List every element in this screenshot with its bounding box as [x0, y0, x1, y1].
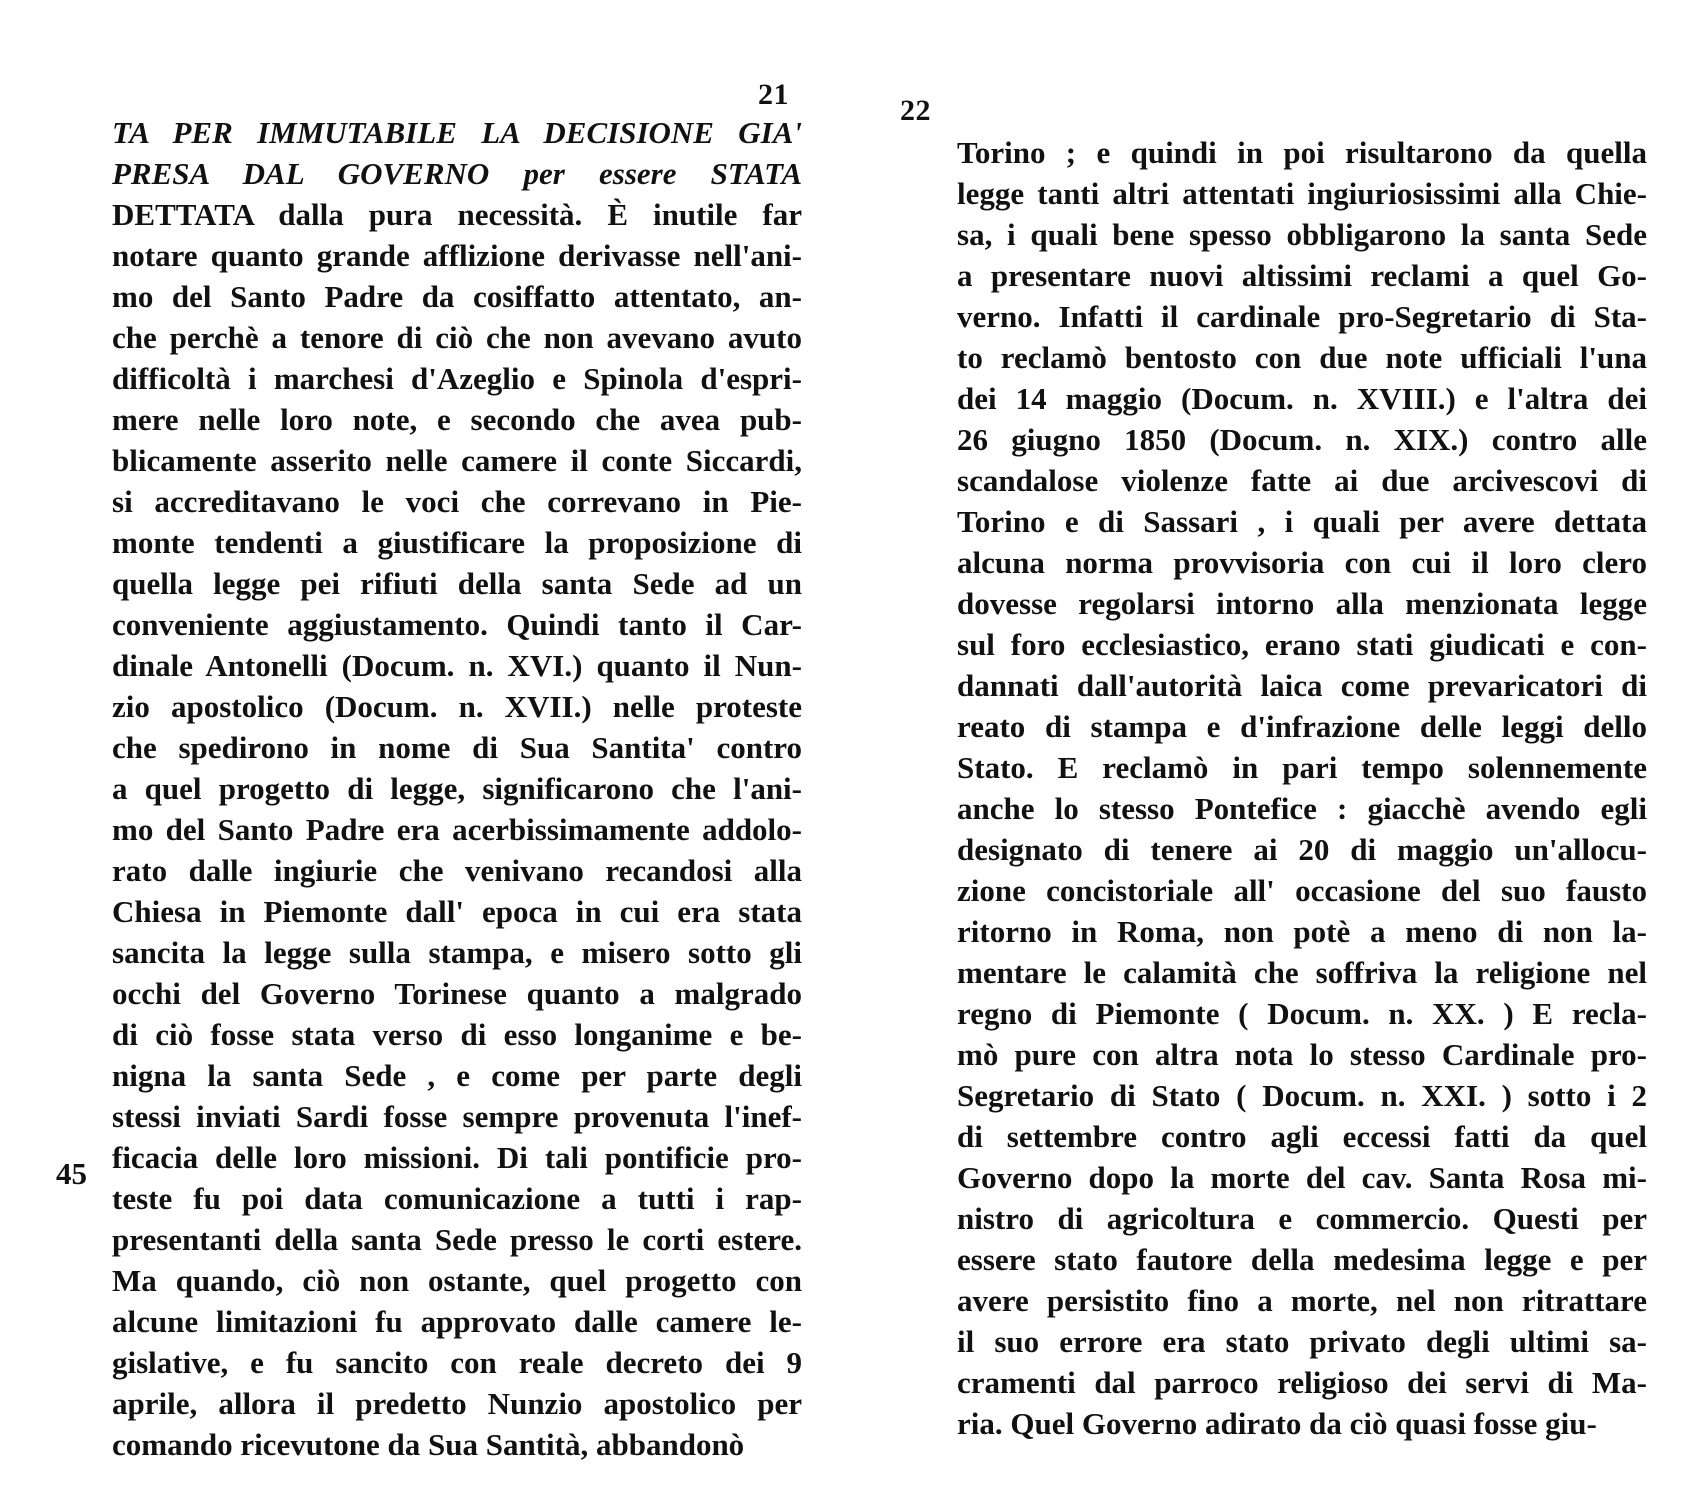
text-line: PRESA DAL GOVERNO per essere STATA: [112, 156, 802, 191]
left-page-text: [112, 112, 802, 1465]
text-line: alcune limitazioni fu approvato dalle camere le-: [112, 1304, 802, 1339]
text-line: mo del Santo Padre da cosiffatto attentato, an-: [112, 279, 802, 314]
text-line: reato di stampa e d'infrazione delle leggi dello: [957, 709, 1647, 744]
text-line: DETTATA dalla pura necessità. È inutile far: [112, 197, 802, 232]
text-line: conveniente aggiustamento. Quindi tanto il Car-: [112, 607, 802, 642]
text-line: legge tanti altri attentati ingiuriosissimi alla Chie-: [957, 176, 1647, 211]
text-line: mere nelle loro note, e secondo che avea pub-: [112, 402, 802, 437]
text-line: blicamente asserito nelle camere il conte Siccardi,: [112, 443, 802, 478]
text-line: gislative, e fu sancito con reale decreto dei 9: [112, 1345, 802, 1380]
text-line: cramenti dal parroco religioso dei servi di Ma-: [957, 1365, 1647, 1400]
text-line: TA PER IMMUTABILE LA DECISIONE GIA': [112, 115, 802, 150]
text-line: Governo dopo la morte del cav. Santa Rosa mi-: [957, 1160, 1647, 1195]
text-line: Chiesa in Piemonte dall' epoca in cui era stata: [112, 894, 802, 929]
text-line: anche lo stesso Pontefice : giacchè avendo egli: [957, 791, 1647, 826]
text-line: difficoltà i marchesi d'Azeglio e Spinola d'espri-: [112, 361, 802, 396]
text-line: di settembre contro agli eccessi fatti da quel: [957, 1119, 1647, 1154]
margin-line-number: 45: [56, 1156, 87, 1191]
text-line: sancita la legge sulla stampa, e misero sotto gli: [112, 935, 802, 970]
text-line: dei 14 maggio (Docum. n. XVIII.) e l'altra dei: [957, 381, 1647, 416]
text-line: zione concistoriale all' occasione del suo fausto: [957, 873, 1647, 908]
text-line: comando ricevutone da Sua Santità, abbandonò: [112, 1427, 745, 1462]
text-line: nigna la santa Sede , e come per parte degli: [112, 1058, 802, 1093]
text-line: a quel progetto di legge, significarono che l'ani-: [112, 771, 802, 806]
text-line: notare quanto grande afflizione derivasse nell'ani-: [112, 238, 802, 273]
text-line: stessi inviati Sardi fosse sempre provenuta l'inef-: [112, 1099, 802, 1134]
text-line: occhi del Governo Torinese quanto a malgrado: [112, 976, 802, 1011]
text-line: scandalose violenze fatte ai due arcivescovi di: [957, 463, 1647, 498]
text-line: monte tendenti a giustificare la proposizione di: [112, 525, 802, 560]
text-line: sa, i quali bene spesso obbligarono la santa Sede: [957, 217, 1647, 252]
text-line: avere persistito fino a morte, nel non ritrattare: [957, 1283, 1647, 1318]
text-line: Ma quando, ciò non ostante, quel progetto con: [112, 1263, 802, 1298]
right-page-text: [957, 132, 1647, 1444]
text-line: essere stato fautore della medesima legge e per: [957, 1242, 1647, 1277]
text-line: ritorno in Roma, non potè a meno di non la-: [957, 914, 1647, 949]
text-line: a presentare nuovi altissimi reclami a quel Go-: [957, 258, 1647, 293]
text-line: Stato. E reclamò in pari tempo solennemente: [957, 750, 1647, 785]
text-line: che spedirono in nome di Sua Santita' contro: [112, 730, 802, 765]
text-line: che perchè a tenore di ciò che non avevano avuto: [112, 320, 802, 355]
text-line: verno. Infatti il cardinale pro-Segretario di Sta-: [957, 299, 1647, 334]
text-line: teste fu poi data comunicazione a tutti i rap-: [112, 1181, 802, 1216]
text-line: ria. Quel Governo adirato da ciò quasi fosse giu-: [957, 1406, 1597, 1441]
text-line: sul foro ecclesiastico, erano stati giudicati e con-: [957, 627, 1647, 662]
text-line: aprile, allora il predetto Nunzio apostolico per: [112, 1386, 802, 1421]
page-number-right: 22: [900, 94, 931, 127]
text-line: zio apostolico (Docum. n. XVII.) nelle proteste: [112, 689, 802, 724]
text-line: 26 giugno 1850 (Docum. n. XIX.) contro alle: [957, 422, 1647, 457]
text-line: regno di Piemonte ( Docum. n. XX. ) E recla-: [957, 996, 1647, 1031]
text-line: Torino ; e quindi in poi risultarono da quella: [957, 135, 1647, 170]
text-line: Segretario di Stato ( Docum. n. XXI. ) sotto i 2: [957, 1078, 1647, 1113]
text-line: si accreditavano le voci che correvano in Pie-: [112, 484, 802, 519]
text-line: to reclamò bentosto con due note ufficiali l'una: [957, 340, 1647, 375]
text-line: ficacia delle loro missioni. Di tali pontificie pro-: [112, 1140, 802, 1175]
text-line: mo del Santo Padre era acerbissimamente addolo-: [112, 812, 802, 847]
text-line: quella legge pei rifiuti della santa Sede ad un: [112, 566, 802, 601]
text-line: alcuna norma provvisoria con cui il loro clero: [957, 545, 1647, 580]
page-number-left: 21: [758, 78, 789, 111]
text-line: presentanti della santa Sede presso le corti estere.: [112, 1222, 802, 1257]
text-line: mentare le calamità che soffriva la religione nel: [957, 955, 1647, 990]
text-line: dannati dall'autorità laica come prevaricatori di: [957, 668, 1647, 703]
text-line: Torino e di Sassari , i quali per avere dettata: [957, 504, 1647, 539]
text-line: il suo errore era stato privato degli ultimi sa-: [957, 1324, 1647, 1359]
text-line: nistro di agricoltura e commercio. Questi per: [957, 1201, 1647, 1236]
text-line: dovesse regolarsi intorno alla menzionata legge: [957, 586, 1647, 621]
text-line: dinale Antonelli (Docum. n. XVI.) quanto il Nun-: [112, 648, 802, 683]
text-line: di ciò fosse stata verso di esso longanime e be-: [112, 1017, 802, 1052]
text-line: rato dalle ingiurie che venivano recandosi alla: [112, 853, 802, 888]
text-line: mò pure con altra nota lo stesso Cardinale pro-: [957, 1037, 1647, 1072]
text-line: designato di tenere ai 20 di maggio un'allocu-: [957, 832, 1647, 867]
